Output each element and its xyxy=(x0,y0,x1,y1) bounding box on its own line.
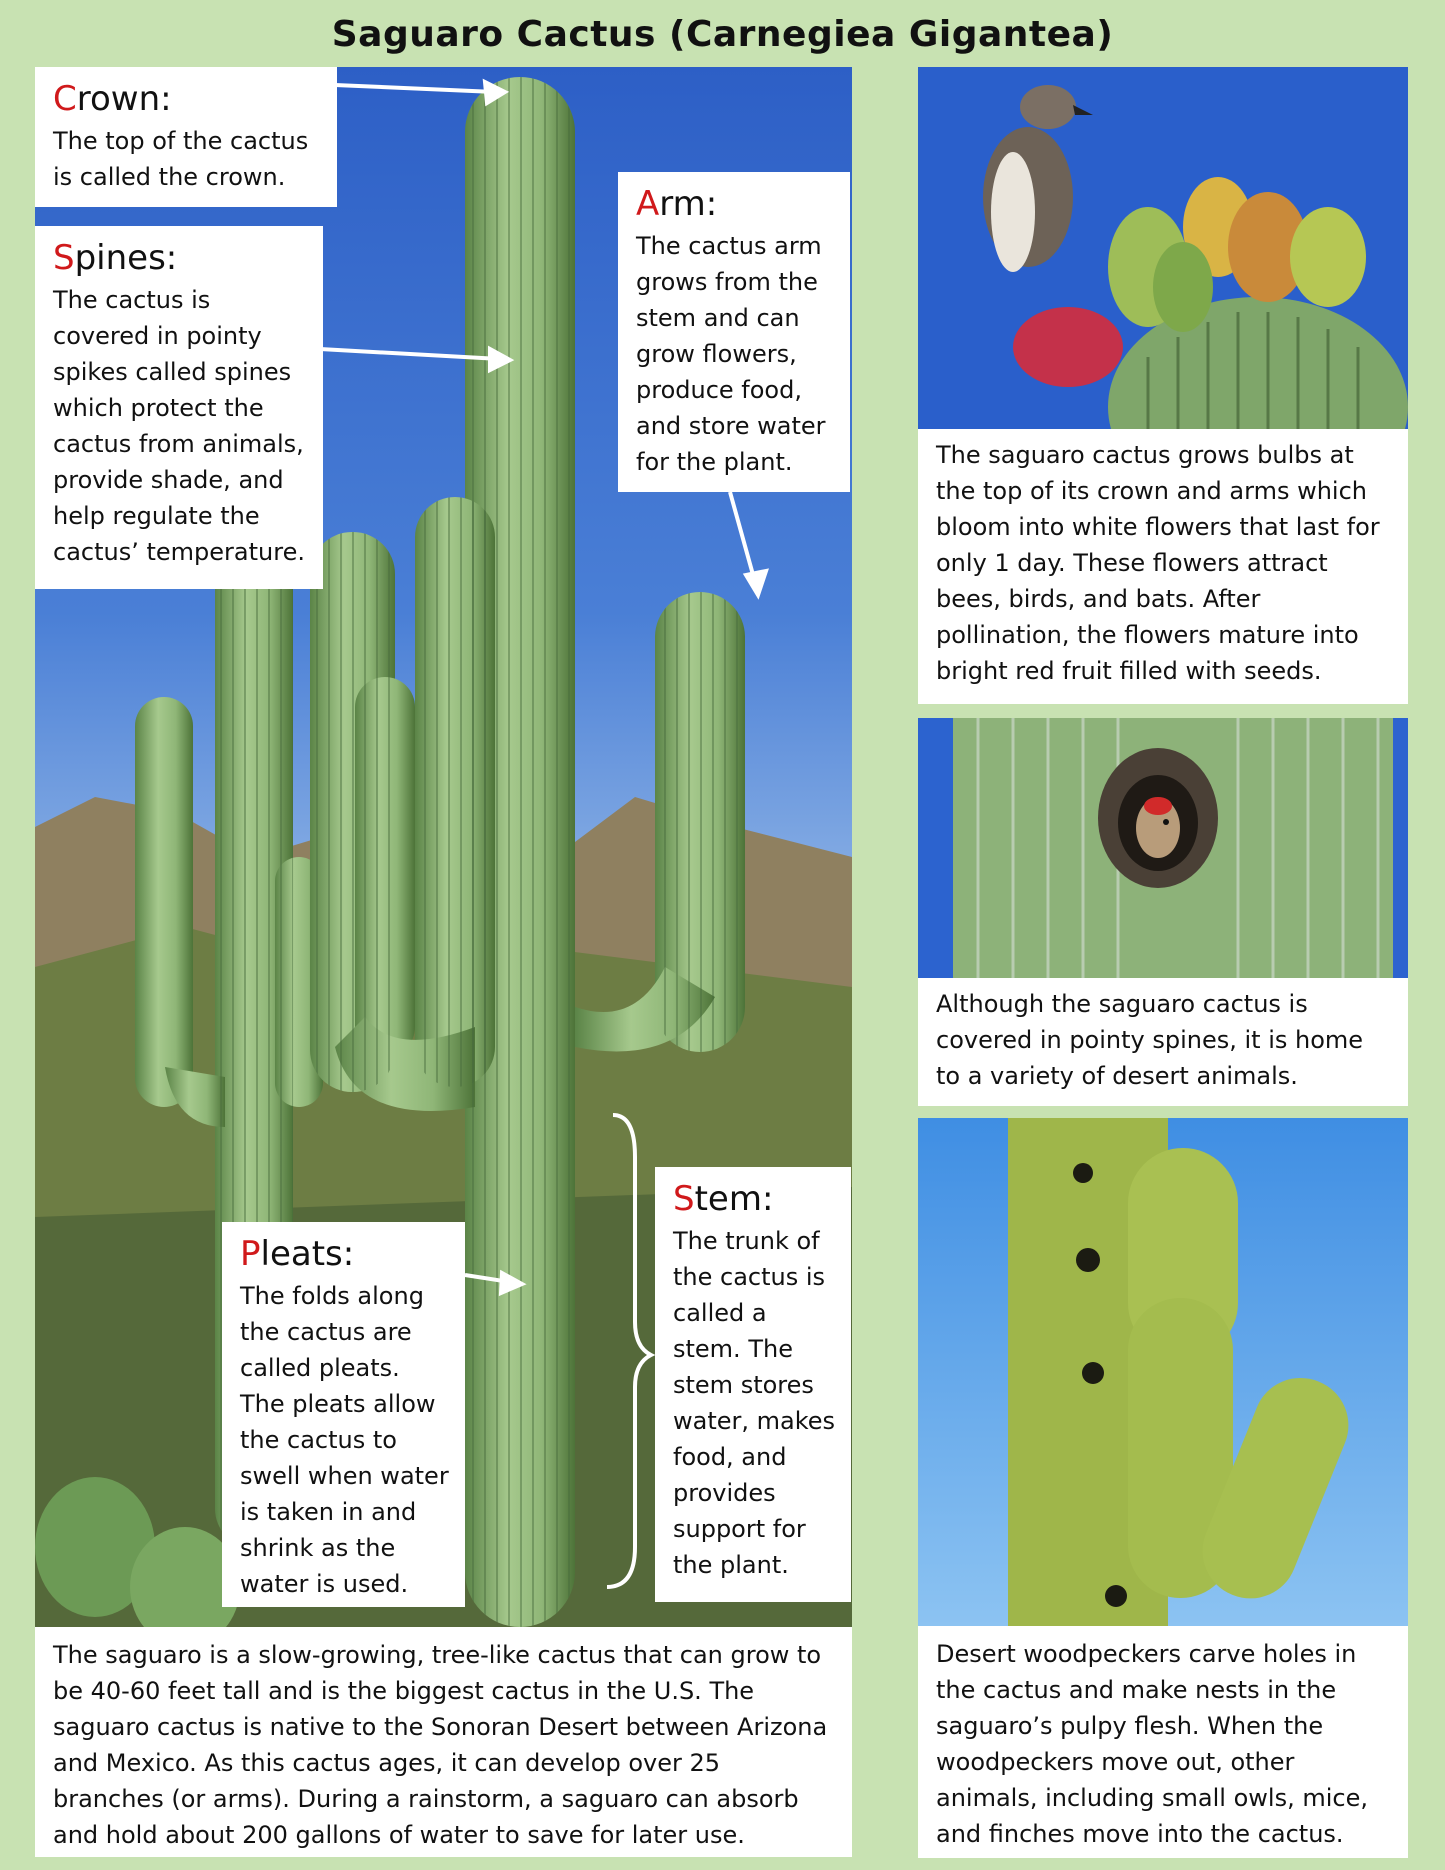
main-caption-text: The saguaro is a slow-growing, tree-like cactus that can grow to be 40-60 feet tall and is the biggest cactus in the U.S. The saguaro cactus is native to the Sonoran Desert between Arizona and Mexico. As this cactus ages, it can develop over 25 branches (or arms). During a rainstorm, a saguaro can absorb and hold about 200 gallons of water to save for later use. xyxy=(53,1641,828,1849)
home-caption xyxy=(918,978,1408,1106)
dove-flowers-photo xyxy=(918,67,1408,429)
label-arm-heading: Arm: xyxy=(636,184,718,224)
woodpecker-hole-photo xyxy=(918,718,1408,978)
label-spines xyxy=(35,226,323,589)
label-spines-text: The cactus is covered in pointy spikes called spines which protect the cactus from animals, provide shade, and help regulate the cactus’ temperature. xyxy=(53,286,305,566)
label-arm-text: The cactus arm grows from the stem and can grow flowers, produce food, and store water for the plant. xyxy=(636,232,826,476)
label-stem xyxy=(655,1167,851,1602)
label-stem-text: The trunk of the cactus is called a stem. The stem stores water, makes food, and provides support for the plant. xyxy=(673,1227,836,1579)
woodpecker-caption-text: Desert woodpeckers carve holes in the cactus and make nests in the saguaro’s pulpy flesh. When the woodpeckers move out, other animals, including small owls, mice, and finches move into the cactus. xyxy=(936,1640,1368,1848)
label-crown xyxy=(35,67,337,207)
label-crown-heading: Crown: xyxy=(53,79,172,119)
main-caption xyxy=(35,1627,852,1857)
label-spines-heading: Spines: xyxy=(53,238,178,278)
page-title: Saguaro Cactus (Carnegiea Gigantea) xyxy=(331,14,1114,55)
flowers-caption xyxy=(918,429,1408,704)
label-stem-heading: Stem: xyxy=(673,1179,774,1219)
woodpecker-hole-illustration xyxy=(918,718,1408,978)
label-pleats xyxy=(222,1222,465,1607)
woodpecker-caption xyxy=(918,1626,1408,1858)
label-pleats-text: The folds along the cactus are called pleats. The pleats allow the cactus to swell when water is taken in and shrink as the water is used. xyxy=(240,1282,449,1598)
dove-flowers-illustration xyxy=(918,67,1408,429)
cactus-holes-illustration xyxy=(918,1118,1408,1626)
flowers-caption-text: The saguaro cactus grows bulbs at the top of its crown and arms which bloom into white flowers that last for only 1 day. These flowers attract bees, birds, and bats. After pollination, the flowers mature into bright red fruit filled with seeds. xyxy=(936,441,1380,685)
label-pleats-heading: Pleats: xyxy=(240,1234,355,1274)
label-arm xyxy=(618,172,850,492)
home-caption-text: Although the saguaro cactus is covered in pointy spines, it is home to a variety of desert animals. xyxy=(936,990,1364,1090)
label-crown-text: The top of the cactus is called the crown. xyxy=(53,127,309,191)
cactus-holes-photo xyxy=(918,1118,1408,1626)
